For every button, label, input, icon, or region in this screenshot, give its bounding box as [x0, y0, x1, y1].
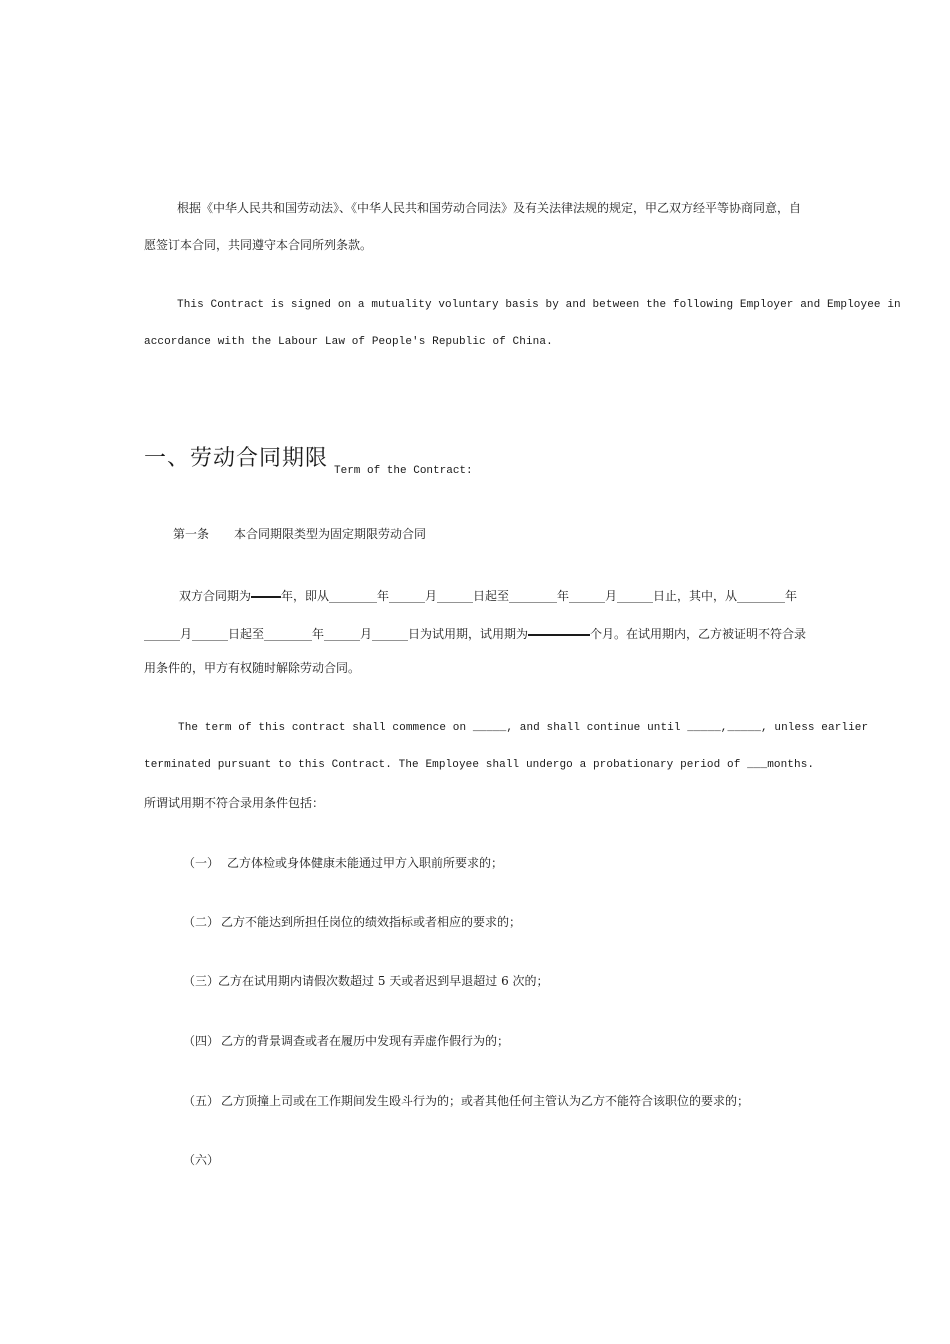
list-item-text: 乙方不能达到所担任岗位的绩效指标或者相应的要求的； — [221, 915, 522, 929]
term-clause-line-2-start: ______月______日起至________年______月______日为试用期，试用期为 — [144, 627, 529, 641]
list-item-number: （六） — [183, 1153, 220, 1167]
list-item-number: （三） — [183, 974, 220, 988]
list-item-text: 乙方体检或身体健康未能通过甲方入职前所要求的； — [227, 856, 504, 870]
list-item — [183, 857, 503, 869]
preamble-zh-line-2: 愿签订本合同，共同遵守本合同所列条款。 — [144, 238, 373, 252]
list-item-text: 乙方顶撞上司或在工作期间发生殴斗行为的；或者其他任何主管认为乙方不能符合该职位的要求的； — [221, 1094, 750, 1108]
term-clause-line-1 — [179, 588, 797, 602]
term-clause-line-1-start: 双方合同期为 — [179, 589, 252, 603]
list-item-text: 乙方的背景调查或者在履历中发现有弄虚作假行为的； — [221, 1034, 510, 1048]
preamble-en-line-1: This Contract is signed on a mutuality voluntary basis by and between the following Employer and Employee in — [177, 299, 901, 311]
term-clause-en-line-2: terminated pursuant to this Contract. The Employee shall undergo a probationary period of ___months. — [144, 759, 815, 771]
list-item-number: （四） — [183, 1034, 220, 1048]
term-clause-en-line-1: The term of this contract shall commence on _____, and shall continue until _____,_____, unless earlier — [178, 722, 869, 734]
probation-months-blank — [528, 626, 590, 636]
section-title: 一、劳动合同期限 — [144, 446, 329, 471]
preamble-zh-line-1: 根据《中华人民共和国劳动法》、《中华人民共和国劳动合同法》及有关法律法规的规定，甲乙双方经平等协商同意，自 — [177, 201, 802, 215]
contract-years-blank — [251, 588, 281, 598]
term-clause-line-2 — [144, 626, 806, 640]
term-clause-line-3: 用条件的，甲方有权随时解除劳动合同。 — [144, 661, 361, 675]
list-item-text: 乙方在试用期内请假次数超过 5 天或者迟到早退超过 6 次的； — [218, 974, 549, 988]
article-label: 第一条 — [173, 527, 210, 541]
preamble-en-line-2: accordance with the Labour Law of People's Republic of China. — [144, 336, 553, 348]
list-item-number: （一） — [183, 856, 220, 870]
probation-conditions-intro: 所谓试用期不符合录用条件包括： — [144, 796, 325, 810]
list-item — [183, 1095, 749, 1107]
list-item-number: （二） — [183, 915, 220, 929]
list-item — [183, 1154, 221, 1166]
term-clause-line-1-end: 年，即从________年______月______日起至________年______月______日止，其中，从________年 — [281, 589, 798, 603]
term-clause-line-2-end: 个月。在试用期内，乙方被证明不符合录 — [590, 627, 807, 641]
section-title-en: Term of the Contract: — [334, 465, 473, 477]
list-item-number: （五） — [183, 1094, 220, 1108]
list-item — [183, 1035, 509, 1047]
list-item — [183, 975, 549, 987]
article-text: 本合同期限类型为固定期限劳动合同 — [234, 527, 427, 541]
list-item — [183, 916, 521, 928]
